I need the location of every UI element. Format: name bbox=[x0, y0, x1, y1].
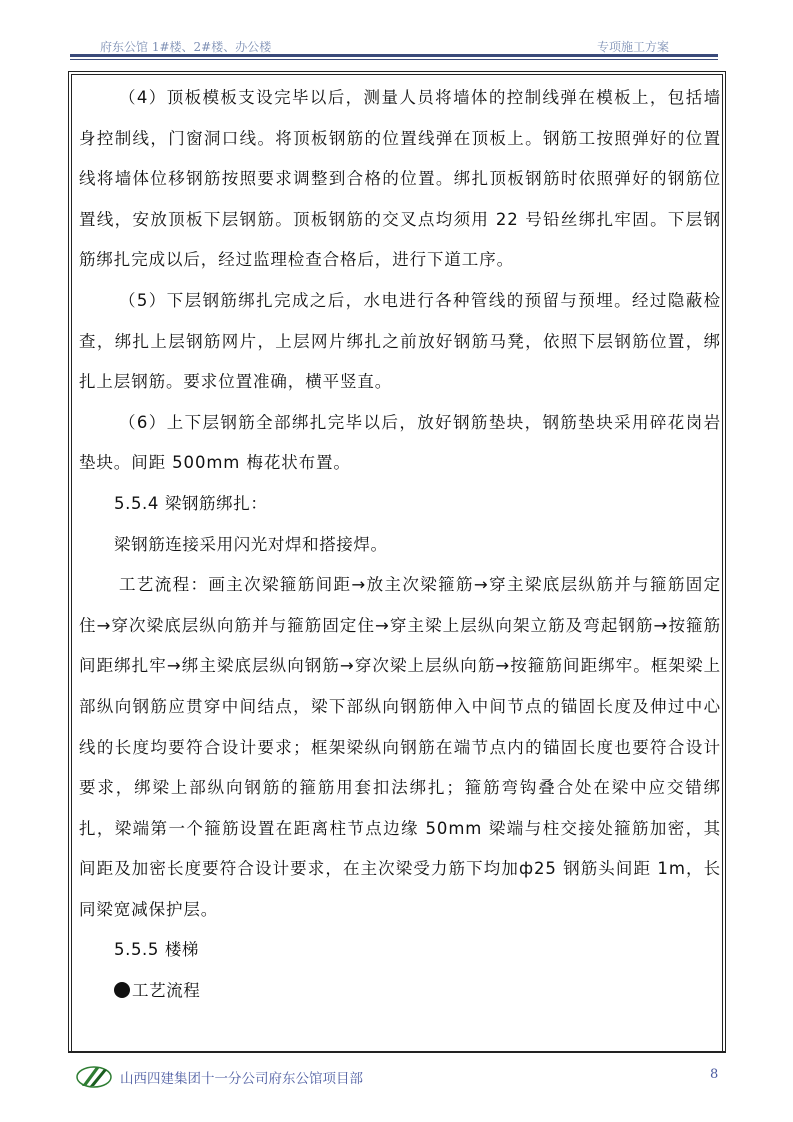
bullet-item-label: 工艺流程 bbox=[132, 981, 201, 1001]
paragraph-roof-slab-rebar: （4）顶板模板支设完毕以后，测量人员将墙体的控制线弹在模板上，包括墙身控制线，门窗洞口线。将顶板钢筋的位置线弹在顶板上。钢筋工按照弹好的位置线将墙体位移钢筋按照要求调整到合格的位置。绑扎顶板钢筋时依照弹好的钢筋位置线，安放顶板下层钢筋。顶板钢筋的交叉点均须用 22 号铅丝绑扎牢固。下层钢筋绑扎完成以后，经过监理检查合格后，进行下道工序。 bbox=[79, 88, 721, 270]
bullet-dot-icon bbox=[114, 982, 130, 998]
header-doc-type: 专项施工方案 bbox=[597, 40, 670, 54]
paragraph-lower-rebar-complete: （5）下层钢筋绑扎完成之后，水电进行各种管线的预留与预埋。经过隐蔽检查，绑扎上层钢筋网片，上层网片绑扎之前放好钢筋马凳，依照下层钢筋位置，绑扎上层钢筋。要求位置准确，横平竖直。 bbox=[79, 290, 721, 392]
footer-organization: 山西四建集团十一分公司府东公馆项目部 bbox=[120, 1071, 363, 1087]
page-number: 8 bbox=[710, 1067, 719, 1082]
paragraph-beam-connection: 梁钢筋连接采用闪光对焊和搭接焊。 bbox=[114, 534, 388, 554]
section-heading-beam-rebar: 5.5.4 梁钢筋绑扎： bbox=[114, 493, 268, 513]
paragraph-process-flow: 工艺流程：画主次梁箍筋间距→放主次梁箍筋→穿主梁底层纵筋并与箍筋固定住→穿次梁底层纵向筋并与箍筋固定住→穿主梁上层纵向架立筋及弯起钢筋→按箍筋间距绑扎牢→绑主梁底层纵向钢筋→穿次梁上层纵向筋→按箍筋间距绑牢。框架梁上部纵向钢筋应贯穿中间结点，梁下部纵向钢筋伸入中间节点的锚固长度及伸过中心线的长度均要符合设计要求；框架梁纵向钢筋在端节点内的锚固长度也要符合设计要求，绑梁上部纵向钢筋的箍筋用套扣法绑扎；箍筋弯钩叠合处在梁中应交错绑扎，梁端第一个箍筋设置在距离柱节点边缘 50mm 梁端与柱交接处箍筋加密，其间距及加密长度要符合设计要求，在主次梁受力筋下均加ф25 钢筋头间距 1m，长同梁宽减保护层。 bbox=[79, 575, 721, 919]
document-body bbox=[79, 78, 721, 1012]
paragraph-rebar-spacer: （6）上下层钢筋全部绑扎完毕以后，放好钢筋垫块，钢筋垫块采用碎花岗岩垫块。间距 500mm 梅花状布置。 bbox=[79, 412, 721, 473]
header-project-title: 府东公馆 1#楼、2#楼、办公楼 bbox=[100, 40, 272, 54]
bullet-item bbox=[79, 971, 721, 1012]
header-rule bbox=[70, 54, 718, 57]
page-frame-bottom bbox=[68, 1051, 726, 1053]
company-logo-icon bbox=[76, 1064, 112, 1090]
section-heading-stairs: 5.5.5 楼梯 bbox=[114, 940, 200, 960]
header-rule-thin bbox=[70, 59, 718, 60]
